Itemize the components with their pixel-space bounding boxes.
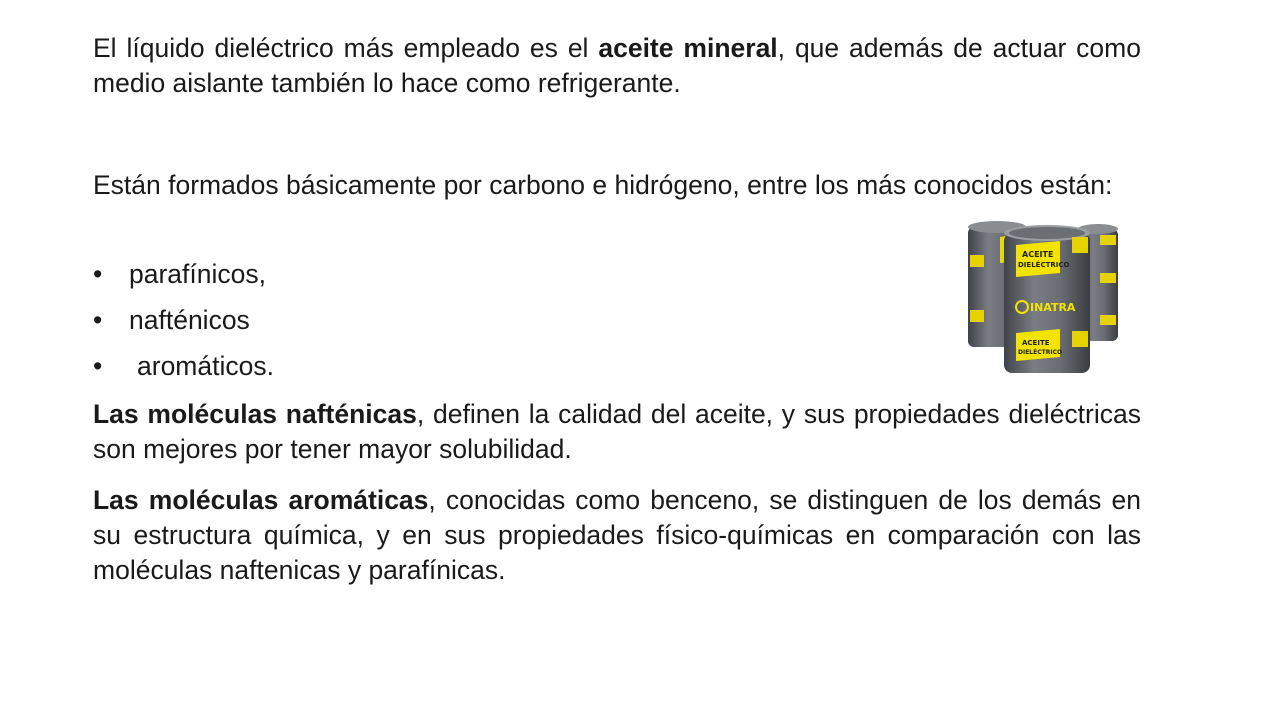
p1-text-pre: El líquido dieléctrico más empleado es el — [93, 33, 599, 63]
drum-label-3: ACEITE — [1022, 339, 1050, 347]
paragraph-naftenicas — [93, 397, 1141, 467]
brand-logo: INATRA — [1030, 301, 1076, 314]
list-item: • nafténicos — [93, 303, 274, 349]
p4-bold: Las moléculas aromáticas — [93, 485, 429, 515]
list-item: • aromáticos. — [93, 349, 274, 395]
p3-bold: Las moléculas nafténicas — [93, 399, 417, 429]
oil-types-list — [93, 257, 274, 395]
paragraph-composition: Están formados básicamente por carbono e hidrógeno, entre los más conocidos están: — [93, 170, 1113, 200]
p1-text-post: , que además de actuar como medio aislante también lo hace como refrigerante. — [93, 33, 1141, 98]
paragraph-aromaticas — [93, 483, 1141, 588]
list-item: • parafínicos, — [93, 257, 274, 303]
drum-front — [1004, 225, 1090, 373]
p3-text: , definen la calidad del aceite, y sus propiedades dieléctricas son mejores por tener mayor solubilidad. — [93, 399, 1141, 464]
paragraph-aceite-mineral — [93, 31, 1141, 101]
oil-drums-image — [960, 215, 1130, 383]
drum-label-4: DIELÉCTRICO — [1018, 349, 1063, 356]
drum-label-2: DIELÉCTRICO — [1018, 261, 1070, 269]
p4-text: , conocidas como benceno, se distinguen de los demás en su estructura química, y en sus propiedades físico-químicas en comparación con las moléculas naftenicas y parafínicas. — [93, 485, 1141, 585]
drum-label-1: ACEITE — [1022, 250, 1054, 259]
p1-bold-aceite-mineral: aceite mineral — [598, 33, 778, 63]
